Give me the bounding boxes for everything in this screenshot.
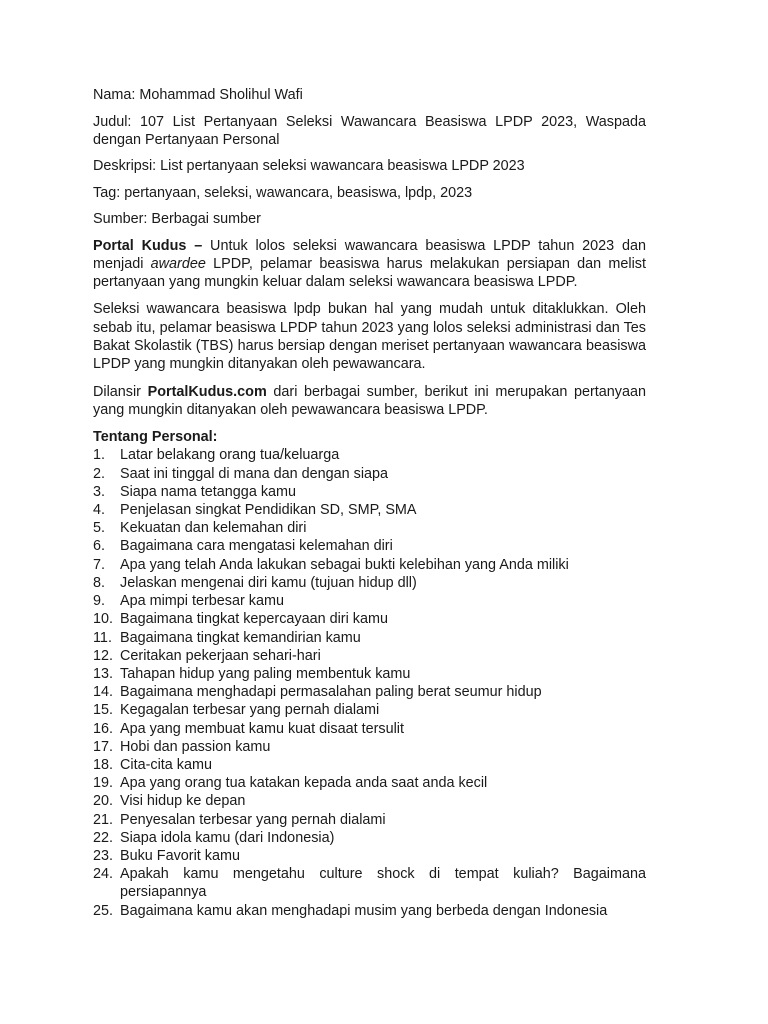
list-item-text: Penyesalan terbesar yang pernah dialami (120, 811, 386, 828)
list-item-number: 5. (93, 520, 106, 537)
intro-paragraph-3 (93, 383, 646, 420)
list-item-text: Bagaimana tingkat kepercayaan diri kamu (120, 611, 388, 628)
meta-deskripsi: Deskripsi: List pertanyaan seleksi wawancara beasiswa LPDP 2023 (93, 158, 525, 174)
list-item-number: 15. (93, 702, 114, 719)
list-item (93, 902, 646, 920)
list-item-text: Ceritakan pekerjaan sehari-hari (120, 647, 321, 664)
list-item-number: 22. (93, 829, 114, 846)
list-item-number: 12. (93, 647, 114, 664)
lead-portal-kudus: Portal Kudus – (93, 237, 203, 254)
list-item (93, 556, 646, 574)
list-item-text: Siapa idola kamu (dari Indonesia) (120, 829, 335, 846)
list-item-text: Buku Favorit kamu (120, 847, 240, 864)
list-item (93, 683, 646, 701)
list-item-text: Kekuatan dan kelemahan diri (120, 520, 307, 537)
list-item-text: Bagaimana cara mengatasi kelemahan diri (120, 538, 393, 555)
list-item (93, 774, 646, 792)
list-item-text: Hobi dan passion kamu (120, 738, 271, 755)
list-item (93, 865, 646, 901)
list-item-number: 7. (93, 556, 106, 573)
list-item-number: 9. (93, 593, 106, 610)
intro-p1-awardee: awardee (150, 255, 206, 272)
list-item (93, 701, 646, 719)
document-page (93, 86, 646, 920)
list-item-number: 13. (93, 665, 114, 682)
list-item (93, 446, 646, 464)
list-item-text: Apakah kamu mengetahu culture shock di tempat kuliah? Bagaimana persiapannya (120, 866, 646, 901)
list-item (93, 519, 646, 537)
list-item-number: 17. (93, 738, 114, 755)
list-item-number: 11. (93, 629, 112, 646)
list-item-number: 3. (93, 483, 106, 500)
list-item (93, 537, 646, 555)
list-item-number: 18. (93, 756, 114, 773)
list-item (93, 756, 646, 774)
intro-p1-part2: LPDP, pelamar beasiswa harus melakukan persiapan dan melist pertanyaan yang mungkin keluar dalam seleksi wawancara beasiswa LPDP. (93, 255, 646, 291)
list-item-number: 20. (93, 793, 114, 810)
list-item-text: Bagaimana tingkat kemandirian kamu (120, 629, 361, 646)
list-item (93, 847, 646, 865)
list-item (93, 592, 646, 610)
intro-paragraph-1 (93, 237, 646, 292)
list-item (93, 574, 646, 592)
meta-sumber: Sumber: Berbagai sumber (93, 211, 261, 227)
list-item (93, 501, 646, 519)
intro-p3-part2: dari berbagai sumber, berikut ini merupakan pertanyaan yang mungkin ditanyakan oleh pewawancara beasiswa LPDP. (93, 383, 646, 418)
list-item-text: Cita-cita kamu (120, 756, 212, 773)
list-item-text: Siapa nama tetangga kamu (120, 483, 297, 500)
list-item-number: 1. (93, 447, 106, 464)
list-item-text: Apa yang orang tua katakan kepada anda saat anda kecil (120, 775, 488, 792)
list-item (93, 665, 646, 683)
list-item-number: 16. (93, 720, 114, 737)
section-heading-personal: Tentang Personal: (93, 429, 218, 446)
list-item-number: 8. (93, 574, 106, 591)
list-item-number: 21. (93, 811, 114, 828)
list-item (93, 465, 646, 483)
list-item-number: 14. (93, 684, 114, 701)
list-item-number: 24. (93, 866, 114, 883)
portalkudus-source: PortalKudus.com (147, 383, 267, 400)
list-item (93, 720, 646, 738)
question-list (93, 446, 646, 919)
list-item-text: Apa yang membuat kamu kuat disaat tersulit (120, 720, 404, 737)
list-item-text: Latar belakang orang tua/keluarga (120, 447, 340, 464)
list-item-number: 4. (93, 502, 106, 519)
list-item (93, 483, 646, 501)
list-item-text: Bagaimana menghadapi permasalahan paling berat seumur hidup (120, 684, 542, 701)
list-item-text: Jelaskan mengenai diri kamu (tujuan hidup dll) (120, 574, 417, 591)
meta-judul: Judul: 107 List Pertanyaan Seleksi Wawancara Beasiswa LPDP 2023, Waspada dengan Pertanyaan Personal (93, 113, 646, 148)
intro-paragraph-2: Seleksi wawancara beasiswa lpdp bukan hal yang mudah untuk ditaklukkan. Oleh sebab itu, pelamar beasiswa LPDP tahun 2023 yang lolos seleksi administrasi dan Tes Bakat Skolastik (TBS) harus bersiap dengan meriset pertanyaan wawancara beasiswa LPDP yang mungkin ditanyakan oleh pewawancara. (93, 301, 646, 373)
list-item-text: Tahapan hidup yang paling membentuk kamu (120, 665, 411, 682)
list-item (93, 811, 646, 829)
list-item-number: 23. (93, 847, 114, 864)
list-item-number: 25. (93, 902, 114, 919)
list-item-text: Visi hidup ke depan (120, 793, 246, 810)
list-item-text: Saat ini tinggal di mana dan dengan siapa (120, 465, 389, 482)
intro-p1-part1: Untuk lolos seleksi wawancara beasiswa LPDP tahun 2023 dan menjadi (93, 237, 646, 272)
list-item-number: 6. (93, 538, 106, 555)
list-item-number: 2. (93, 465, 106, 482)
list-item-text: Kegagalan terbesar yang pernah dialami (120, 702, 380, 719)
list-item (93, 610, 646, 628)
list-item-text: Penjelasan singkat Pendidikan SD, SMP, SMA (120, 502, 417, 519)
list-item-text: Bagaimana kamu akan menghadapi musim yang berbeda dengan Indonesia (120, 902, 608, 919)
list-item-text: Apa yang telah Anda lakukan sebagai bukti kelebihan yang Anda miliki (120, 556, 569, 573)
intro-p3-part1: Dilansir (93, 383, 148, 400)
list-item (93, 738, 646, 756)
list-item-number: 10. (93, 611, 114, 628)
list-item (93, 792, 646, 810)
list-item (93, 647, 646, 665)
list-item-text: Apa mimpi terbesar kamu (120, 593, 284, 610)
list-item (93, 829, 646, 847)
list-item-number: 19. (93, 775, 114, 792)
meta-nama: Nama: Mohammad Sholihul Wafi (93, 87, 303, 103)
meta-tag: Tag: pertanyaan, seleksi, wawancara, beasiswa, lpdp, 2023 (93, 184, 473, 201)
list-item (93, 629, 646, 647)
